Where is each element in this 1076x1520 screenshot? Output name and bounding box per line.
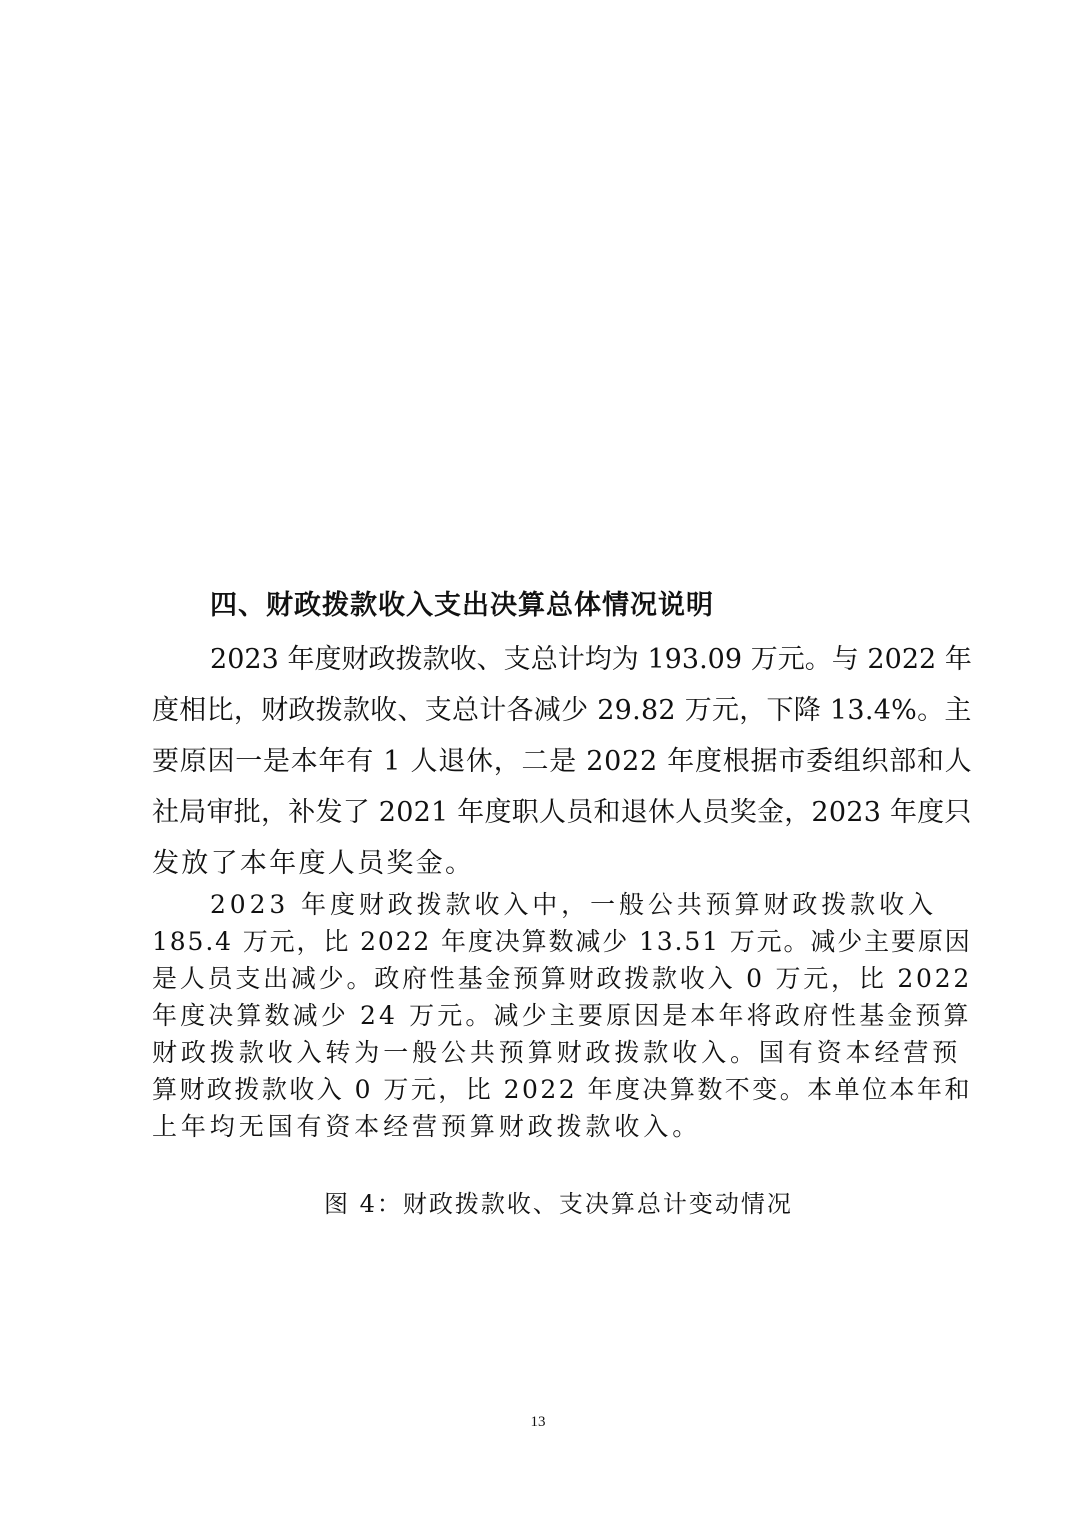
page-number: 13 xyxy=(530,1414,546,1430)
paragraph-line: 财政拨款收入转为一般公共预算财政拨款收入。国有资本经营预 xyxy=(152,1038,962,1067)
paragraph-line: 是人员支出减少。政府性基金预算财政拨款收入 0 万元，比 2022 xyxy=(152,964,973,993)
paragraph-line: 要原因一是本年有 1 人退休，二是 2022 年度根据市委组织部和人 xyxy=(152,746,973,777)
paragraph-line: 年度决算数减少 24 万元。减少主要原因是本年将政府性基金预算 xyxy=(152,1001,972,1030)
paragraph-line: 2023 年度财政拨款收入中，一般公共预算财政拨款收入 xyxy=(210,890,937,919)
paragraph-line: 算财政拨款收入 0 万元，比 2022 年度决算数不变。本单位本年和 xyxy=(152,1075,972,1104)
paragraph-line: 度相比，财政拨款收、支总计各减少 29.82 万元，下降 13.4%。主 xyxy=(152,695,972,726)
section-heading: 四、财政拨款收入支出决算总体情况说明 xyxy=(210,590,714,621)
paragraph-line: 发放了本年度人员奖金。 xyxy=(152,848,475,879)
paragraph-line: 185.4 万元，比 2022 年度决算数减少 13.51 万元。减少主要原因 xyxy=(152,927,972,956)
paragraph-line: 社局审批，补发了 2021 年度职人员和退休人员奖金，2023 年度只 xyxy=(152,797,972,828)
figure-caption: 图 4：财政拨款收、支决算总计变动情况 xyxy=(324,1190,793,1218)
paragraph-line: 2023 年度财政拨款收、支总计均为 193.09 万元。与 2022 年 xyxy=(210,644,972,675)
paragraph-line: 上年均无国有资本经营预算财政拨款收入。 xyxy=(152,1112,702,1141)
